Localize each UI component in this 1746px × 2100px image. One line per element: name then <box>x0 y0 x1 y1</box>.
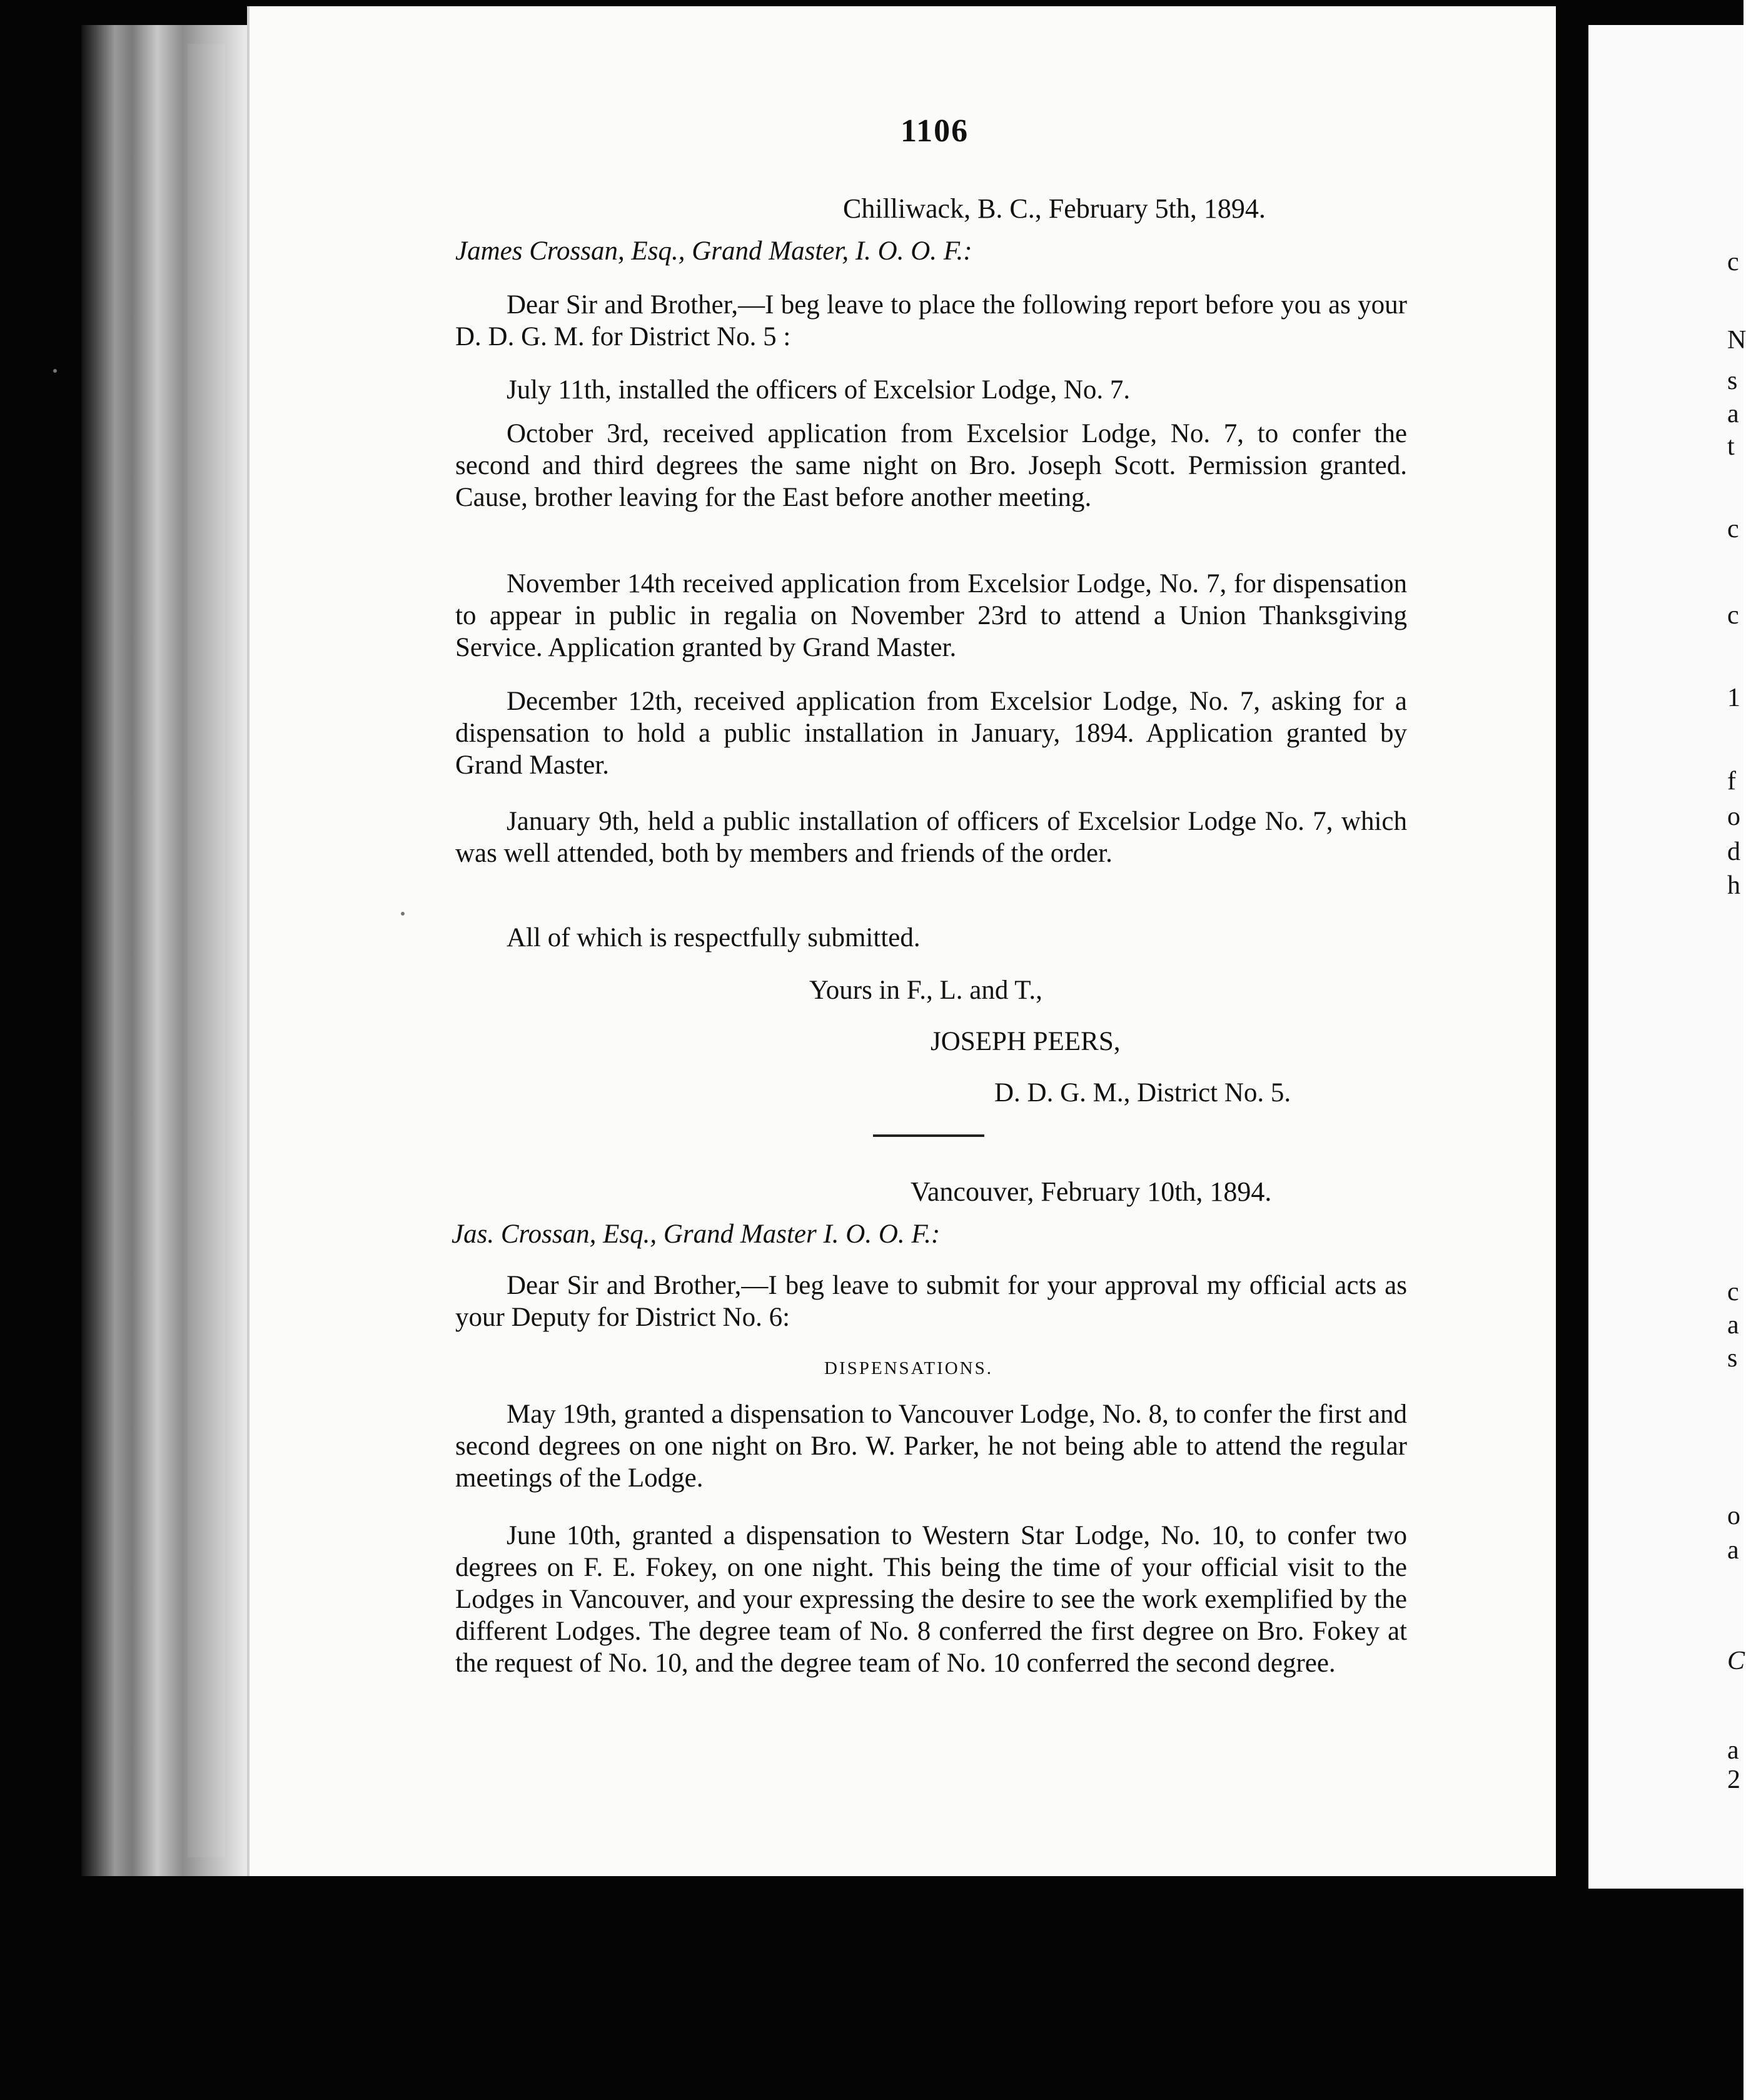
letter1-paragraph: July 11th, installed the officers of Excelsior Lodge, No. 7. <box>507 375 1131 405</box>
letter1-signature: JOSEPH PEERS, <box>931 1027 1121 1056</box>
facing-page-fragment: a <box>1727 1736 1739 1765</box>
facing-page-fragment: c <box>1727 248 1739 276</box>
facing-page-fragment: s <box>1727 1344 1738 1373</box>
facing-page-fragment: 2 <box>1727 1765 1740 1794</box>
facing-page-fragment: a <box>1727 1536 1739 1565</box>
facing-page-fragment: s <box>1727 366 1738 395</box>
letter2-paragraph: May 19th, granted a dispensation to Vancouver Lodge, No. 8, to confer the first and second degrees on one night on Bro. W. Parker, he not being able to attend the regular meetings of the Lodge. <box>455 1400 1407 1493</box>
section-divider <box>873 1134 984 1137</box>
letter2-salutation: Jas. Crossan, Esq., Grand Master I. O. O. F.: <box>452 1219 941 1249</box>
book-page-edge-inner <box>188 44 225 1857</box>
facing-page-fragment: d <box>1727 837 1740 866</box>
letter1-place-date: Chilliwack, B. C., February 5th, 1894. <box>843 193 1266 224</box>
facing-page-fragment: t <box>1727 432 1735 461</box>
facing-page-fragment: c <box>1727 1278 1739 1306</box>
page-number: 1106 <box>901 113 969 149</box>
scan-speck <box>401 912 405 916</box>
letter1-paragraph: All of which is respectfully submitted. <box>507 923 921 952</box>
facing-page-fragment: C <box>1727 1647 1745 1675</box>
facing-page-fragment: o <box>1727 802 1740 831</box>
letter1-paragraph: January 9th, held a public installation of officers of Excelsior Lodge No. 7, which was well attended, both by members and friends of the order. <box>455 807 1407 868</box>
book-gutter <box>1556 0 1588 2100</box>
letter2-place-date: Vancouver, February 10th, 1894. <box>911 1176 1272 1207</box>
letter1-paragraph: December 12th, received application from Excelsior Lodge, No. 7, asking for a dispensation to hold a public installation in January, 1894. Application granted by Grand Master. <box>455 687 1407 780</box>
facing-page-fragment: a <box>1727 400 1739 428</box>
facing-page-fragment: c <box>1727 601 1739 630</box>
facing-page-fragment: h <box>1727 871 1740 900</box>
letter2-opening-paragraph: Dear Sir and Brother,—I beg leave to submit for your approval my official acts as your Deputy for District No. 6: <box>455 1271 1407 1332</box>
facing-page-fragment: o <box>1727 1502 1740 1530</box>
letter1-opening-paragraph: Dear Sir and Brother,—I beg leave to place the following report before you as your D. D. G. M. for District No. 5 : <box>455 290 1407 351</box>
letter2-section-heading: DISPENSATIONS. <box>824 1358 994 1378</box>
letter1-paragraph: October 3rd, received application from Excelsior Lodge, No. 7, to confer the second and third degrees the same night on Bro. Joseph Scott. Permission granted. Cause, brother leaving for the East before another meeting. <box>455 419 1407 512</box>
letter1-closing: Yours in F., L. and T., <box>809 976 1042 1005</box>
scan-speck <box>53 369 57 373</box>
letter1-salutation: James Crossan, Esq., Grand Master, I. O. O. F.: <box>455 236 972 266</box>
facing-page-fragment: a <box>1727 1311 1739 1340</box>
facing-page-fragment: c <box>1727 515 1739 543</box>
letter1-signatory-title: D. D. G. M., District No. 5. <box>994 1078 1291 1108</box>
facing-page-fragment: N <box>1727 326 1746 355</box>
letter2-paragraph: June 10th, granted a dispensation to Western Star Lodge, No. 10, to confer two degrees on F. E. Fokey, on one night. This being the time of your official visit to the Lodges in Vancouver, and your expressing the desire to see the work exemplified by the different Lodges. The degree team of No. 8 conferred the first degree on Bro. Fokey at the request of No. 10, and the degree team of No. 10 conferred the second degree. <box>455 1521 1407 1678</box>
facing-page-fragment: f <box>1727 767 1736 795</box>
facing-page-fragment: 1 <box>1727 684 1740 712</box>
facing-page <box>1588 25 1743 1889</box>
letter1-paragraph: November 14th received application from Excelsior Lodge, No. 7, for dispensation to appear in public in regalia on November 23rd to attend a Union Thanksgiving Service. Application granted by Grand Master. <box>455 569 1407 662</box>
